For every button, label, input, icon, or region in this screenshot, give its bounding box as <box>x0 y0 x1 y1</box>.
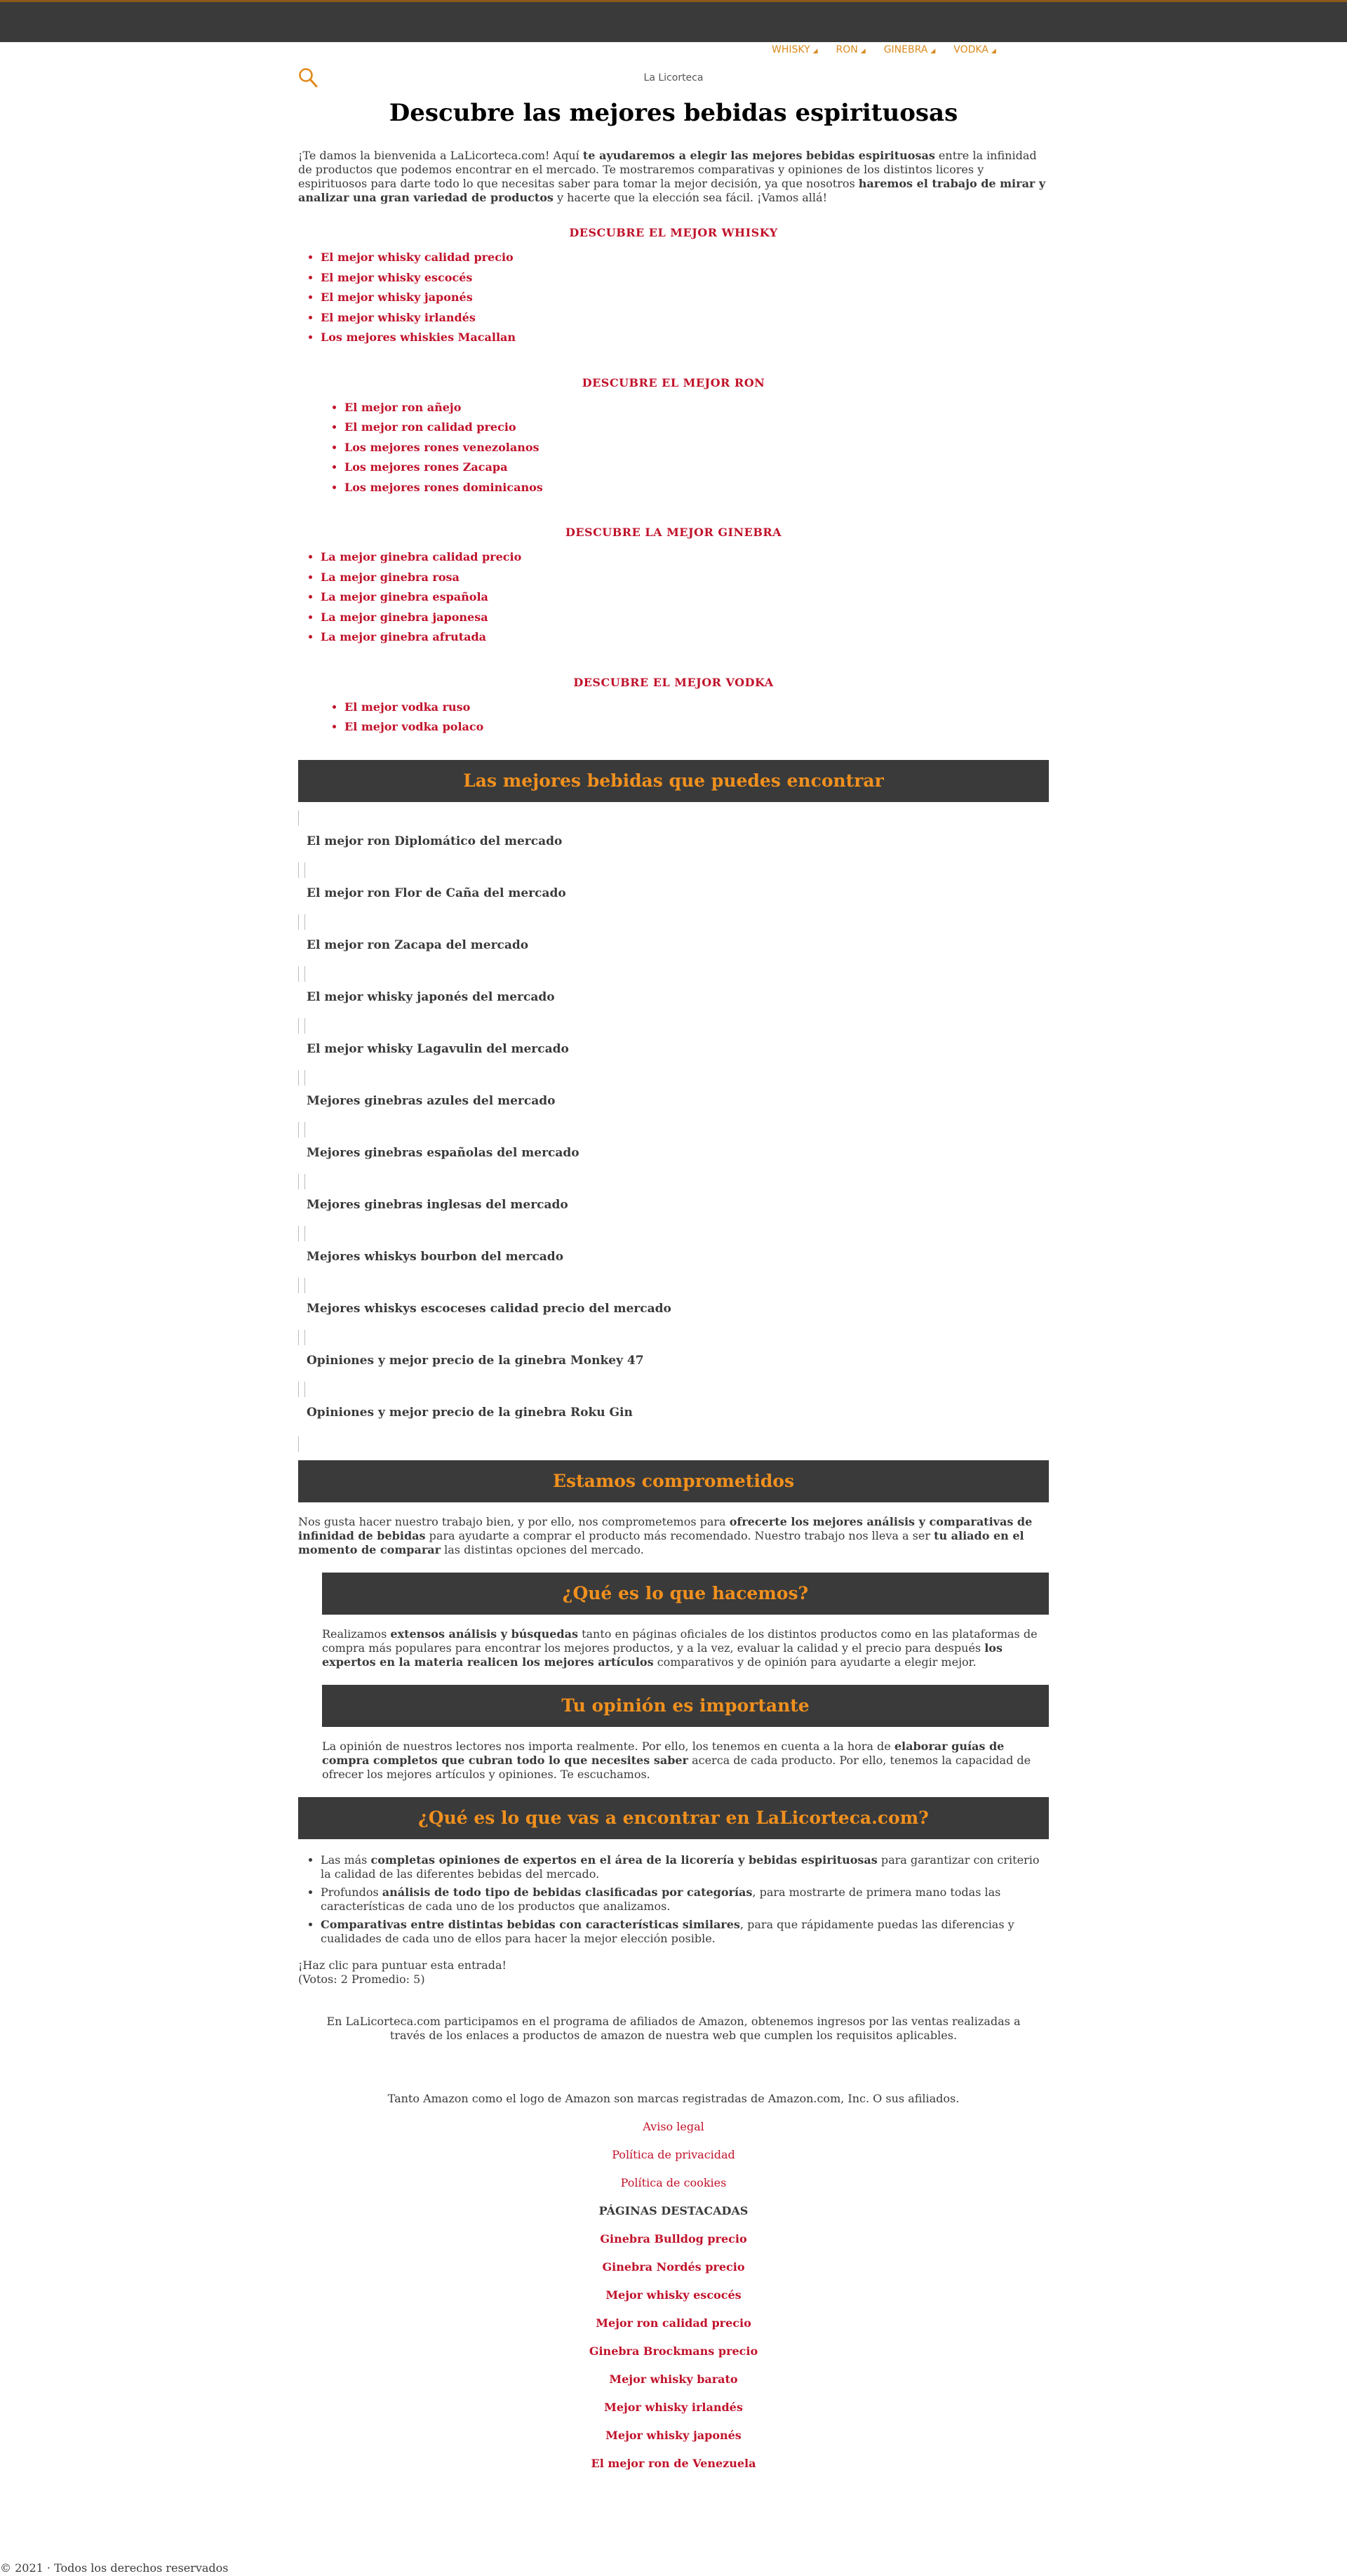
category-link[interactable]: Los mejores whiskies Macallan <box>321 331 516 344</box>
list-item <box>298 810 1049 862</box>
find-bullet-list <box>298 1853 1049 1946</box>
bold-text: haremos el trabajo de mirar y analizar una gran variedad de productos <box>298 177 1046 204</box>
category-link-item <box>344 698 1049 718</box>
product-link[interactable]: Mejores whiskys escoceses calidad precio del mercado <box>307 1301 671 1316</box>
category-heading: DESCUBRE EL MEJOR VODKA <box>573 675 774 689</box>
list-item <box>298 862 1049 914</box>
product-link[interactable]: El mejor ron Diplomático del mercado <box>307 834 563 848</box>
text-run: y hacerte que la elección sea fácil. ¡Vamos allá! <box>553 191 827 204</box>
legal-link[interactable]: Aviso legal <box>643 2119 704 2133</box>
text-run: Las más <box>321 1853 371 1867</box>
category-link-item <box>321 608 1049 628</box>
text-run: ¡Te damos la bienvenida a LaLicorteca.com! Aquí <box>298 149 583 162</box>
category-link-item <box>321 547 1049 568</box>
product-link[interactable]: El mejor ron Flor de Caña del mercado <box>307 886 566 900</box>
category-link-item <box>344 717 1049 738</box>
list-item <box>298 1278 1049 1330</box>
text-run: para ayudarte a comprar el producto más recomendado. Nuestro trabajo nos lleva a ser <box>425 1528 934 1542</box>
find-bullet-item <box>321 1853 1049 1881</box>
featured-page-link[interactable]: Mejor whisky irlandés <box>604 2400 743 2414</box>
chevron-down-icon: ◢ <box>812 48 818 55</box>
featured-page-link[interactable]: Mejor whisky barato <box>609 2372 738 2386</box>
list-item <box>298 1174 1049 1226</box>
footer-links <box>298 2085 1049 2478</box>
list-marker <box>298 1278 305 1293</box>
find-bullet-item <box>321 1918 1049 1946</box>
category-link-item <box>321 288 1049 308</box>
category-link-list <box>298 248 1049 348</box>
text-run: , para mostrarte de primera mano todas las características de cada uno de los productos que analizamos. <box>321 1885 1001 1913</box>
trademark-notice: Tanto Amazon como el logo de Amazon son marcas registradas de Amazon.com, Inc. O sus afiliados. <box>387 2091 960 2105</box>
bold-text: te ayudaremos a elegir las mejores bebidas espirituosas <box>582 149 935 162</box>
list-marker <box>298 1122 305 1137</box>
text-run: , para que rápidamente puedas las diferencias y cualidades de cada uno de ellos para hacer la mejor elección posible. <box>321 1917 1014 1945</box>
category-link[interactable]: El mejor whisky escocés <box>321 270 473 284</box>
bold-text: extensos análisis y búsquedas <box>390 1627 578 1641</box>
list-item <box>298 1018 1049 1070</box>
category-link[interactable]: La mejor ginebra española <box>321 590 488 603</box>
main-nav <box>772 42 996 58</box>
category-link[interactable]: El mejor vodka ruso <box>344 700 471 714</box>
product-link[interactable]: Opiniones y mejor precio de la ginebra Roku Gin <box>307 1405 633 1420</box>
committed-paragraph <box>298 1515 1049 1557</box>
list-marker <box>298 1330 305 1345</box>
category-link-item <box>321 268 1049 288</box>
opinion-banner: Tu opinión es importante <box>322 1685 1049 1727</box>
chevron-down-icon: ◢ <box>930 48 936 55</box>
category-link-item <box>321 328 1049 348</box>
bold-text: ofrecerte los mejores análisis y comparativas de infinidad de bebidas <box>298 1514 1033 1542</box>
text-run: acerca de cada producto. Por ello, tenemos la capacidad de ofrecer los mejores artículos y opiniones. Te escuchamos. <box>322 1753 1031 1781</box>
find-banner: ¿Qué es lo que vas a encontrar en LaLicorteca.com? <box>298 1797 1049 1839</box>
category-link[interactable]: Los mejores rones venezolanos <box>344 440 540 454</box>
text-run: La opinión de nuestros lectores nos importa realmente. Por ello, los tenemos en cuenta a la hora de <box>322 1739 894 1753</box>
what-we-do-banner: ¿Qué es lo que hacemos? <box>322 1573 1049 1615</box>
category-link-list <box>298 398 1049 498</box>
bold-text: completas opiniones de expertos en el área de la licorería y bebidas espirituosas <box>370 1853 878 1867</box>
what-we-do-section <box>322 1573 1049 1782</box>
what-we-do-paragraph <box>322 1627 1049 1669</box>
find-bullet-item <box>321 1886 1049 1914</box>
text-run: Realizamos <box>322 1627 391 1641</box>
category-link-item <box>321 587 1049 608</box>
category-link[interactable]: El mejor whisky japonés <box>321 291 473 304</box>
featured-page-link[interactable]: Mejor whisky escocés <box>605 2288 742 2302</box>
bold-text: elaborar guías de compra completos que cubran todo lo que necesites saber <box>322 1739 1005 1767</box>
category-link-list <box>298 698 1049 738</box>
text-run: comparativos y de opinión para ayudarte a elegir mejor. <box>653 1655 977 1669</box>
text-run: Profundos <box>321 1885 382 1899</box>
site-brand[interactable]: La Licorteca <box>643 72 704 84</box>
category-heading: DESCUBRE LA MEJOR GINEBRA <box>565 526 782 539</box>
category-link[interactable]: El mejor whisky irlandés <box>321 310 476 324</box>
product-link[interactable]: Mejores ginebras inglesas del mercado <box>307 1197 568 1212</box>
chevron-down-icon: ◢ <box>860 48 866 55</box>
category-link[interactable]: La mejor ginebra calidad precio <box>321 550 522 563</box>
list-marker <box>298 1018 305 1034</box>
legal-link[interactable]: Política de privacidad <box>612 2147 735 2161</box>
category-link-item <box>344 478 1049 498</box>
search-icon[interactable] <box>298 67 318 88</box>
category-link[interactable]: La mejor ginebra afrutada <box>321 630 487 643</box>
featured-page-link[interactable]: El mejor ron de Venezuela <box>591 2456 756 2470</box>
list-item <box>298 1122 1049 1174</box>
category-link-item <box>321 308 1049 328</box>
category-link-item <box>321 568 1049 588</box>
product-link[interactable]: Mejores ginebras españolas del mercado <box>307 1145 579 1160</box>
list-item <box>298 1382 1049 1434</box>
page-title: Descubre las mejores bebidas espirituosas <box>389 99 958 127</box>
category-link[interactable]: Los mejores rones dominicanos <box>344 480 543 494</box>
list-marker <box>298 914 305 930</box>
rating-cta[interactable]: ¡Haz clic para puntuar esta entrada! <box>298 1958 507 1972</box>
nav-item-label: WHISKY <box>772 44 810 55</box>
list-item <box>298 966 1049 1018</box>
list-end-marker <box>298 1436 300 1452</box>
product-link[interactable]: El mejor whisky japonés del mercado <box>307 989 555 1004</box>
product-link[interactable]: Mejores whiskys bourbon del mercado <box>307 1249 564 1264</box>
text-run: tanto en páginas oficiales de los distintos productos como en las plataformas de compra más populares para encontrar los mejores productos, y a la vez, evaluar la calidad y el precio para después <box>322 1627 1038 1655</box>
category-link-item <box>321 248 1049 268</box>
featured-page-link[interactable]: Ginebra Bulldog precio <box>600 2231 747 2245</box>
category-link-item <box>344 438 1049 458</box>
list-item <box>298 1226 1049 1278</box>
category-link-item <box>344 458 1049 478</box>
nav-item-label: RON <box>836 44 858 55</box>
nav-item-label: VODKA <box>953 44 989 55</box>
list-item <box>298 1330 1049 1382</box>
category-link[interactable]: Los mejores rones Zacapa <box>344 460 508 474</box>
featured-page-link[interactable]: Mejor whisky japonés <box>605 2428 742 2442</box>
committed-banner: Estamos comprometidos <box>298 1460 1049 1502</box>
category-heading: DESCUBRE EL MEJOR RON <box>582 375 765 389</box>
list-marker <box>298 1070 305 1086</box>
list-marker <box>298 1226 305 1241</box>
best-drinks-list <box>298 810 1049 1434</box>
featured-page-link[interactable]: Ginebra Nordés precio <box>602 2260 745 2274</box>
category-link[interactable]: La mejor ginebra japonesa <box>321 610 488 624</box>
product-link[interactable]: Mejores ginebras azules del mercado <box>307 1093 556 1108</box>
text-run: entre la infinidad de productos que podemos encontrar en el mercado. Te mostraremos comparativas y opiniones de los distintos licores y espirituosos para darte todo lo que necesitas saber para tomar la mejor decisión, ya que nosotros <box>298 149 1037 190</box>
best-drinks-banner: Las mejores bebidas que puedes encontrar <box>298 760 1049 802</box>
bold-text: análisis de todo tipo de bebidas clasificadas por categorías <box>382 1885 753 1899</box>
list-marker <box>298 1382 305 1397</box>
category-link-list <box>298 547 1049 648</box>
legal-link[interactable]: Política de cookies <box>620 2175 727 2189</box>
list-marker <box>298 810 305 826</box>
list-marker <box>298 966 305 982</box>
featured-page-link[interactable]: Mejor ron calidad precio <box>596 2316 751 2330</box>
featured-page-link[interactable]: Ginebra Brockmans precio <box>589 2344 758 2358</box>
category-link[interactable]: La mejor ginebra rosa <box>321 570 460 584</box>
nav-item-ron[interactable] <box>836 44 866 55</box>
featured-pages-heading: PÁGINAS DESTACADAS <box>598 2203 749 2217</box>
product-link[interactable]: El mejor ron Zacapa del mercado <box>307 937 529 952</box>
rating-block <box>298 1958 1049 1987</box>
category-link-item <box>344 418 1049 438</box>
top-header-bar <box>0 0 1347 42</box>
text-run: para garantizar con criterio la calidad de las diferentes bebidas del mercado. <box>321 1853 1040 1881</box>
category-heading: DESCUBRE EL MEJOR WHISKY <box>569 226 778 239</box>
category-link[interactable]: El mejor whisky calidad precio <box>321 251 514 264</box>
nav-item-vodka[interactable] <box>953 44 996 55</box>
category-link[interactable]: El mejor ron calidad precio <box>344 420 516 434</box>
category-link-item <box>321 627 1049 648</box>
opinion-paragraph <box>322 1740 1049 1782</box>
intro-paragraph <box>298 149 1049 205</box>
category-link[interactable]: El mejor ron añejo <box>344 400 462 414</box>
copyright: © 2021 · Todos los derechos reservados <box>0 2561 229 2575</box>
product-link[interactable]: Opiniones y mejor precio de la ginebra Monkey 47 <box>307 1353 644 1368</box>
category-sections <box>298 226 1049 738</box>
list-item <box>298 914 1049 966</box>
category-link[interactable]: El mejor vodka polaco <box>344 720 484 733</box>
text-run: las distintas opciones del mercado. <box>441 1542 644 1556</box>
main-content <box>298 91 1049 2478</box>
category-link-item <box>344 398 1049 418</box>
rating-summary: (Votos: 2 Promedio: 5) <box>298 1972 425 1986</box>
product-link[interactable]: El mejor whisky Lagavulin del mercado <box>307 1041 569 1056</box>
text-run: Nos gusta hacer nuestro trabajo bien, y por ello, nos comprometemos para <box>298 1514 730 1528</box>
list-item <box>298 1070 1049 1122</box>
affiliate-disclaimer: En LaLicorteca.com participamos en el programa de afiliados de Amazon, obtenemos ingresos por las ventas realizadas a través de los enlaces a productos de amazon de nuestra web que cumplen los requisitos aplicables. <box>326 2014 1021 2042</box>
nav-item-label: GINEBRA <box>883 44 928 55</box>
bold-text: tu aliado en el momento de comparar <box>298 1528 1024 1556</box>
bold-text: Comparativas entre distintas bebidas con características similares <box>321 1917 740 1931</box>
list-marker <box>298 862 305 878</box>
list-marker <box>298 1174 305 1189</box>
chevron-down-icon: ◢ <box>991 48 996 55</box>
nav-item-ginebra[interactable] <box>884 44 936 55</box>
nav-item-whisky[interactable] <box>772 44 818 55</box>
bold-text: los expertos en la materia realicen los mejores artículos <box>322 1641 1003 1669</box>
